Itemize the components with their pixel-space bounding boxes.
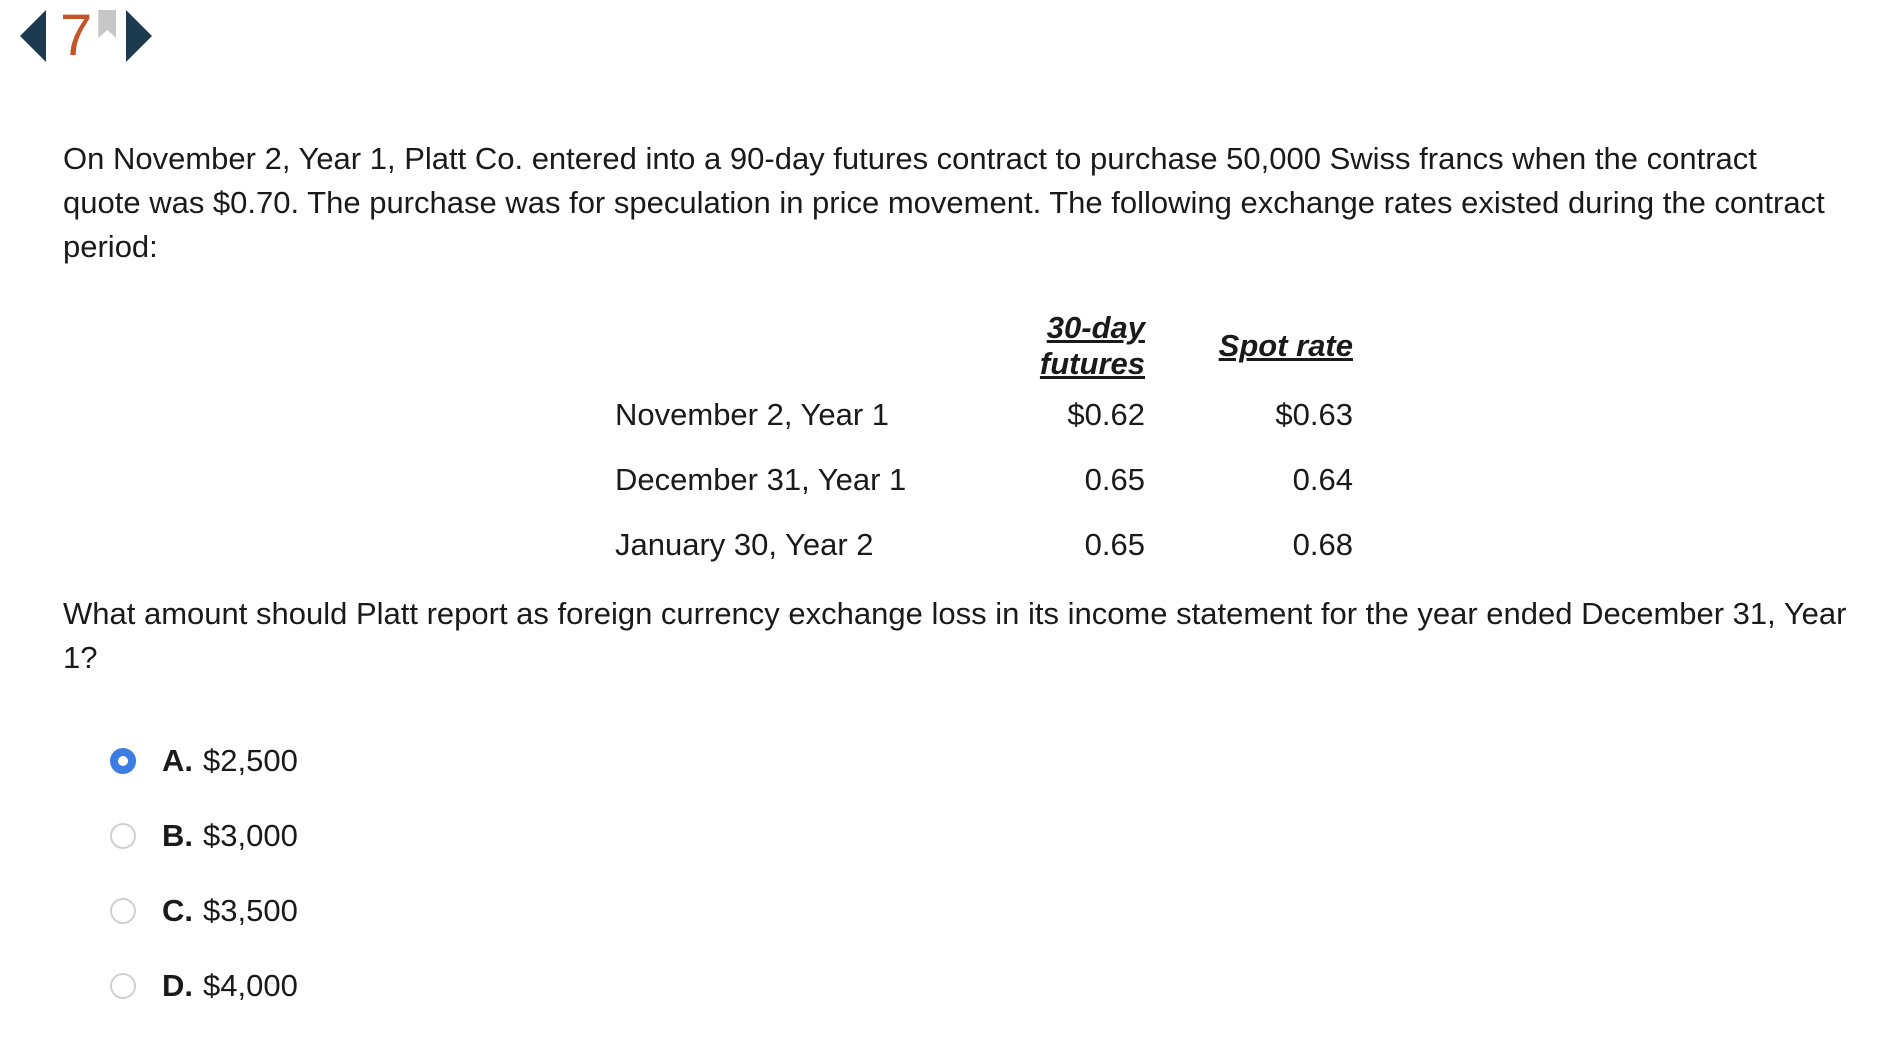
table-row [615,447,1361,512]
row-spot: 0.64 [1292,461,1353,497]
choice-text: $4,000 [203,967,298,1003]
previous-question-icon[interactable] [20,10,46,62]
exchange-rates-table [615,310,1361,577]
choice-letter: C. [162,892,193,928]
question-prompt: What amount should Platt report as foreign currency exchange loss in its income statement for the year ended December 31, Year 1? [63,596,1847,675]
row-futures: $0.62 [1067,396,1145,432]
header-date [615,310,945,382]
question-nav [20,3,152,68]
row-futures: 0.65 [1084,526,1145,562]
header-spot-rate: Spot rate [1218,328,1353,363]
radio-button[interactable] [110,823,136,849]
choice-b[interactable] [110,798,298,873]
table-row [615,512,1361,577]
radio-button-selected[interactable] [110,748,136,774]
choice-d[interactable] [110,948,298,1023]
row-date: December 31, Year 1 [615,461,907,497]
bookmark-flag-icon[interactable] [98,10,116,38]
table-header-row [615,310,1361,382]
choice-letter: B. [162,817,193,853]
row-date: January 30, Year 2 [615,526,874,562]
choice-letter: D. [162,967,193,1003]
choice-text: $2,500 [203,742,298,778]
choice-a[interactable] [110,723,298,798]
row-spot: 0.68 [1292,526,1353,562]
radio-button[interactable] [110,973,136,999]
row-spot: $0.63 [1275,396,1353,432]
table-row [615,382,1361,447]
question-stem: On November 2, Year 1, Platt Co. entered into a 90-day futures contract to purchase 50,000 Swiss francs when the contract quote was $0.70. The purchase was for speculation in price movement. The following exchange rates existed during the contract period: [63,141,1825,264]
choice-letter: A. [162,742,193,778]
choice-text: $3,000 [203,817,298,853]
next-question-icon[interactable] [126,10,152,62]
row-date: November 2, Year 1 [615,396,890,432]
row-futures: 0.65 [1084,461,1145,497]
choice-c[interactable] [110,873,298,948]
header-futures: 30-day futures [1039,310,1145,381]
answer-choices [110,723,298,1023]
choice-text: $3,500 [203,892,298,928]
radio-button[interactable] [110,898,136,924]
question-number: 7 [60,3,93,68]
